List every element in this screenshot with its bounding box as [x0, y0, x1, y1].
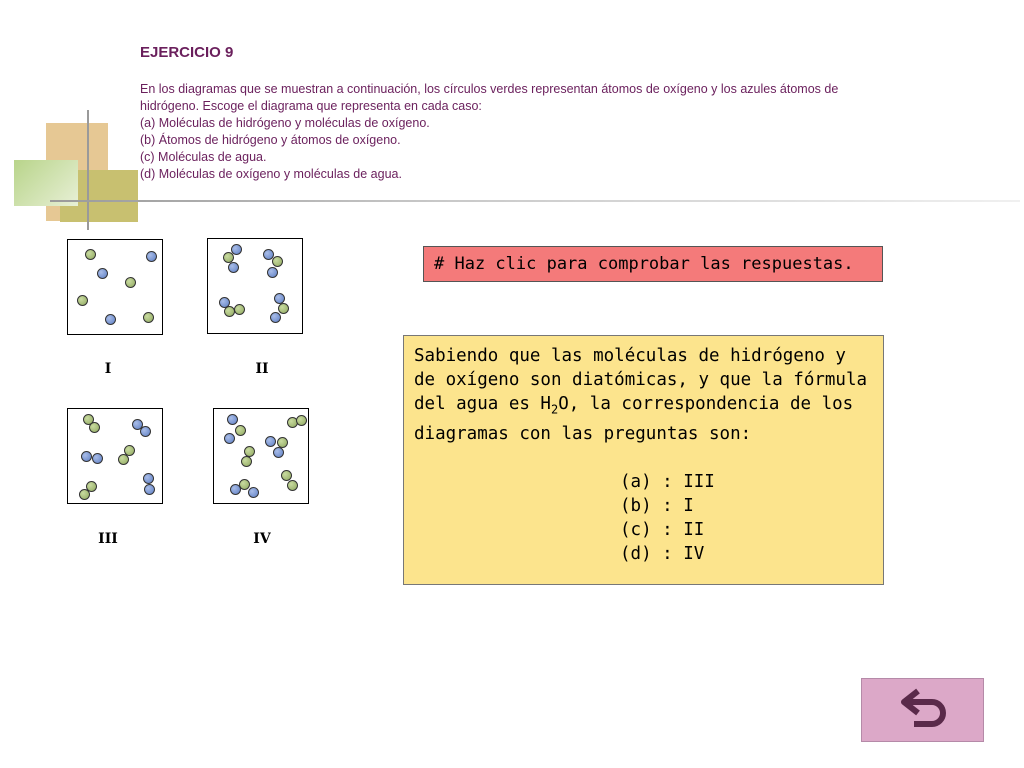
oxygen-atom	[125, 277, 136, 288]
water-subscript: 2	[550, 402, 559, 417]
oxygen-atom	[287, 480, 298, 491]
hydrogen-atom	[140, 426, 151, 437]
option-b: (b) Átomos de hidrógeno y átomos de oxígeno.	[140, 133, 401, 147]
answer-text-line: diagramas con las preguntas son:	[414, 423, 752, 444]
check-answers-button[interactable]: # Haz clic para comprobar las respuestas.	[423, 246, 883, 282]
hydrogen-atom	[248, 487, 259, 498]
intro-line: hidrógeno. Escoge el diagrama que representa en cada caso:	[140, 99, 482, 113]
oxygen-atom	[272, 256, 283, 267]
hydrogen-atom	[265, 436, 276, 447]
hydrogen-atom	[228, 262, 239, 273]
decor-horizontal-line	[50, 200, 1020, 202]
answer-item-a: (a) : III	[620, 471, 715, 492]
oxygen-atom	[85, 249, 96, 260]
oxygen-atom	[241, 456, 252, 467]
option-a: (a) Moléculas de hidrógeno y moléculas de oxígeno.	[140, 116, 430, 130]
answer-text-part: del agua es H	[414, 394, 551, 414]
diagram-iii	[67, 408, 163, 504]
oxygen-atom	[79, 489, 90, 500]
hydrogen-atom	[97, 268, 108, 279]
answer-text-line	[414, 392, 873, 422]
answer-item-b: (b) : I	[620, 495, 694, 516]
diagram-ii	[207, 238, 303, 334]
answer-text-part: O, la correspondencia de los	[558, 394, 854, 414]
oxygen-atom	[296, 415, 307, 426]
answer-item-c: (c) : II	[620, 519, 705, 540]
answer-text-line: de oxígeno son diatómicas, y que la fórmula	[414, 370, 868, 390]
answer-text-line: Sabiendo que las moléculas de hidrógeno y	[414, 346, 846, 366]
diagram-label-i: I	[104, 361, 112, 377]
decor-vertical-line	[87, 110, 89, 230]
hydrogen-atom	[81, 451, 92, 462]
oxygen-atom	[278, 303, 289, 314]
answer-item-d: (d) : IV	[620, 543, 705, 564]
hydrogen-atom	[227, 414, 238, 425]
oxygen-atom	[77, 295, 88, 306]
hydrogen-atom	[224, 433, 235, 444]
hydrogen-atom	[144, 484, 155, 495]
hydrogen-atom	[270, 312, 281, 323]
hydrogen-atom	[273, 447, 284, 458]
diagram-iv	[213, 408, 309, 504]
hydrogen-atom	[146, 251, 157, 262]
diagram-label-iii: III	[98, 531, 118, 547]
option-c: (c) Moléculas de agua.	[140, 150, 267, 164]
hydrogen-atom	[267, 267, 278, 278]
oxygen-atom	[143, 312, 154, 323]
diagram-label-ii: II	[255, 361, 269, 377]
answer-list	[414, 470, 873, 566]
hydrogen-atom	[105, 314, 116, 325]
hydrogen-atom	[143, 473, 154, 484]
oxygen-atom	[234, 304, 245, 315]
option-d: (d) Moléculas de oxígeno y moléculas de agua.	[140, 167, 402, 181]
diagram-i	[67, 239, 163, 335]
instructions	[140, 81, 970, 183]
return-button[interactable]	[861, 678, 984, 742]
exercise-title: EJERCICIO 9	[140, 44, 234, 61]
oxygen-atom	[118, 454, 129, 465]
hydrogen-atom	[92, 453, 103, 464]
oxygen-atom	[235, 425, 246, 436]
oxygen-atom	[89, 422, 100, 433]
return-arrow-icon	[900, 687, 948, 733]
diagram-label-iv: IV	[253, 531, 271, 547]
intro-line: En los diagramas que se muestran a continuación, los círculos verdes representan átomos de oxígeno y los azules átomos de	[140, 82, 839, 96]
answer-box	[403, 335, 884, 585]
